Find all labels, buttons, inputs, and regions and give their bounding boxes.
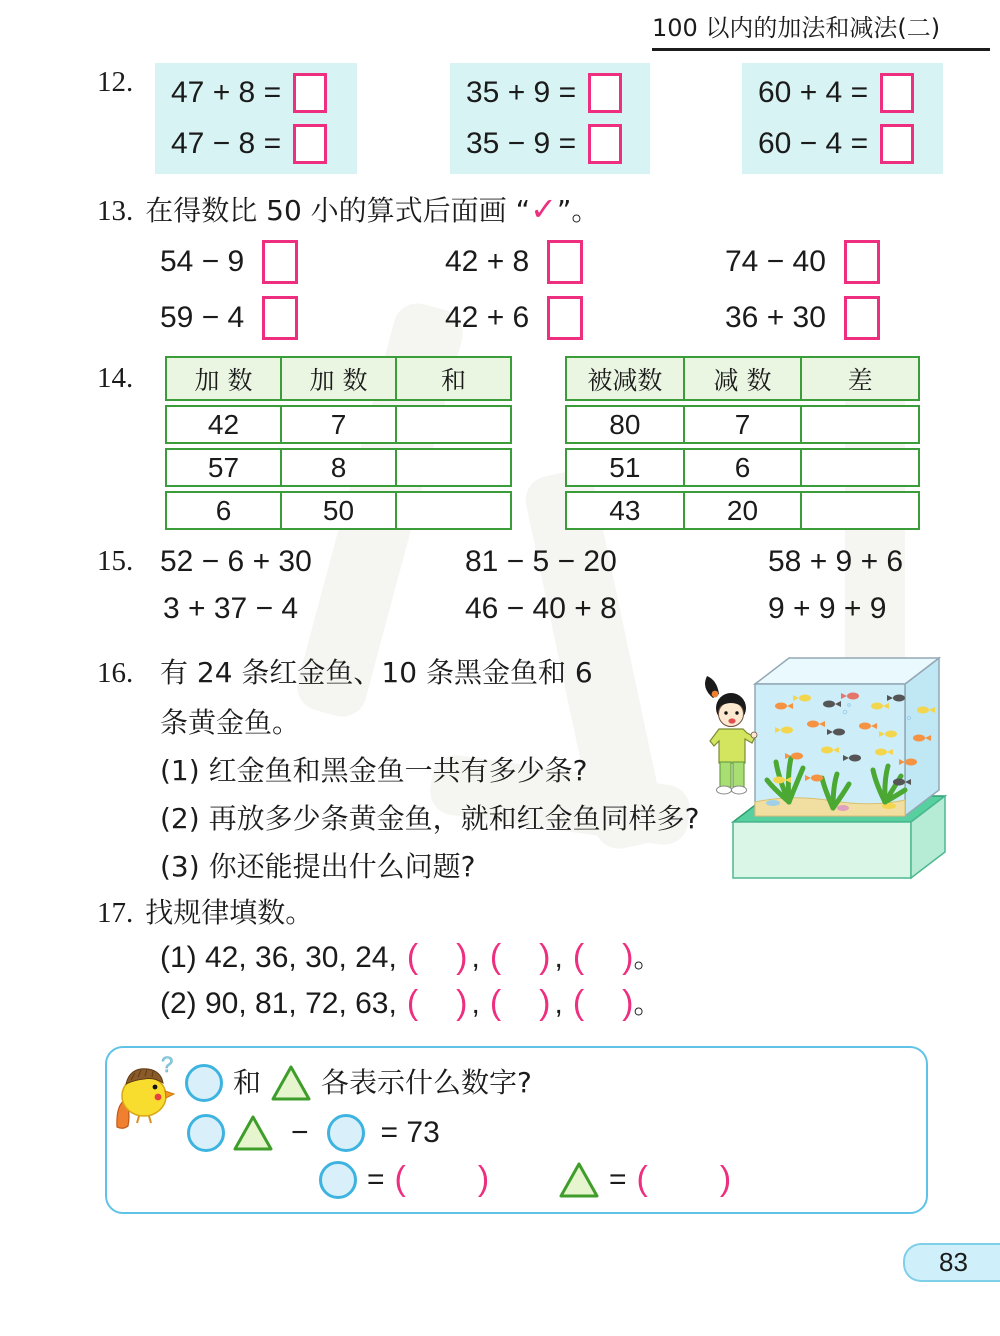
expression-text: 54 − 9 — [160, 245, 245, 278]
check-item — [160, 296, 298, 340]
comma: , — [471, 986, 480, 1020]
fill-blank[interactable] — [584, 953, 622, 963]
check-item — [445, 240, 583, 284]
fill-blank[interactable] — [658, 1175, 710, 1185]
check-box[interactable] — [262, 240, 298, 284]
table-cell: 7 — [280, 407, 395, 442]
expression-text: 59 − 4 — [160, 301, 245, 334]
answer-cell[interactable] — [800, 450, 918, 485]
answer-cell[interactable] — [395, 493, 510, 528]
problem-14-number: 14. — [97, 362, 134, 394]
problem-16-question: (1) 红金鱼和黑金鱼一共有多少条? — [160, 754, 588, 787]
equals-sign: = — [367, 1162, 385, 1196]
instruction-text: 找规律填数。 — [145, 896, 314, 929]
problem-12-panel-1 — [155, 63, 357, 174]
answer-cell[interactable] — [395, 407, 510, 442]
problem-16-question: (2) 再放多少条黄金鱼，就和红金鱼同样多? — [160, 802, 700, 835]
bonus-question-line — [185, 1064, 532, 1102]
problem-16-number: 16. — [97, 657, 134, 689]
expression-text: 42 + 8 — [445, 245, 530, 278]
problem-13-title — [97, 190, 599, 228]
expression-text: 58 + 9 + 6 — [768, 545, 904, 578]
chapter-header — [652, 8, 990, 51]
check-item — [445, 296, 583, 340]
table-row — [565, 405, 920, 444]
instruction-text: ”。 — [556, 194, 600, 227]
circle-symbol — [187, 1114, 225, 1152]
table-cell: 7 — [683, 407, 801, 442]
answer-box[interactable] — [588, 73, 622, 113]
check-item — [725, 296, 880, 340]
answer-box[interactable] — [293, 124, 327, 164]
table-row — [565, 491, 920, 530]
blank-paren-open: ( — [489, 984, 502, 1022]
equation-text: 60 − 4 = — [758, 126, 869, 160]
table-cell: 6 — [215, 494, 232, 526]
problem-12-panel-2 — [450, 63, 650, 174]
expression-text: 46 − 40 + 8 — [465, 592, 617, 625]
table-row — [165, 448, 512, 487]
equation-text: 47 + 8 = — [171, 76, 282, 110]
equals-sign: = — [609, 1162, 627, 1196]
problem-17-title — [97, 896, 313, 930]
fill-blank[interactable] — [418, 953, 456, 963]
column-header: 差 — [800, 358, 918, 399]
table-cell: 57 — [207, 451, 240, 483]
blank-paren-open: ( — [572, 984, 585, 1022]
column-header: 加 数 — [280, 358, 395, 399]
check-box[interactable] — [262, 296, 298, 340]
expression-text: 36 + 30 — [725, 301, 826, 334]
equation-text: 35 + 9 = — [466, 76, 577, 110]
table-row — [165, 491, 512, 530]
column-header: 和 — [395, 358, 510, 399]
answer-box[interactable] — [293, 73, 327, 113]
column-header: 减 数 — [683, 358, 801, 399]
fill-blank[interactable] — [501, 953, 539, 963]
equation-row — [171, 124, 357, 164]
blank-paren-open: ( — [636, 1160, 648, 1198]
bonus-puzzle-box — [105, 1046, 928, 1214]
expression-text: 9 + 9 + 9 — [768, 592, 887, 625]
check-box[interactable] — [844, 240, 880, 284]
blank-paren-close: ) — [456, 938, 468, 976]
triangle-answer-line — [559, 1160, 731, 1199]
period: 。 — [633, 940, 662, 974]
bonus-equation-line — [187, 1114, 440, 1152]
svg-text:?: ? — [161, 1054, 174, 1077]
comma: , — [554, 940, 563, 974]
blank-paren-open: ( — [394, 1160, 406, 1198]
fill-blank[interactable] — [501, 999, 539, 1009]
chick-mascot-icon — [111, 1054, 179, 1136]
answer-box[interactable] — [880, 73, 914, 113]
check-box[interactable] — [844, 296, 880, 340]
table-cell: 20 — [683, 493, 801, 528]
blank-paren-open: ( — [406, 938, 419, 976]
problem-16-text: 有 24 条红金鱼、10 条黑金鱼和 6 — [160, 656, 593, 689]
check-box[interactable] — [547, 296, 583, 340]
blank-paren-close: ) — [539, 984, 551, 1022]
problem-17-number: 17. — [97, 897, 134, 929]
blank-paren-close: ) — [539, 938, 551, 976]
page-number: 83 — [939, 1247, 968, 1277]
check-mark: ✓ — [530, 190, 557, 228]
blank-paren-close: ) — [456, 984, 468, 1022]
problem-16-question: (3) 你还能提出什么问题? — [160, 850, 476, 883]
answer-cell[interactable] — [800, 407, 918, 442]
subtraction-table — [565, 356, 920, 530]
table-row — [165, 405, 512, 444]
page-number-tab — [903, 1243, 1000, 1282]
girl-figure — [705, 676, 757, 794]
fill-blank[interactable] — [584, 999, 622, 1009]
check-item — [160, 240, 298, 284]
blank-paren-open: ( — [406, 984, 419, 1022]
bonus-question-text: 各表示什么数字? — [321, 1066, 532, 1100]
table-cell: 80 — [609, 408, 641, 440]
instruction-text: 在得数比 50 小的算式后面画 “ — [145, 194, 531, 227]
triangle-symbol — [233, 1114, 273, 1152]
sequence-numbers: (1) 42, 36, 30, 24, — [160, 940, 397, 974]
problem-15-number: 15. — [97, 545, 134, 577]
expression-text: 42 + 6 — [445, 301, 530, 334]
sequence-line-1 — [160, 938, 662, 977]
expression-text: 74 − 40 — [725, 245, 826, 278]
table-header-row — [565, 356, 920, 401]
minus-sign: − — [291, 1116, 309, 1149]
equation-text: 35 − 9 = — [466, 126, 577, 160]
problem-12-number: 12. — [97, 66, 134, 98]
fill-blank[interactable] — [418, 999, 456, 1009]
blank-paren-close: ) — [622, 938, 634, 976]
equation-row — [466, 124, 650, 164]
table-cell: 8 — [280, 450, 395, 485]
blank-paren-open: ( — [572, 938, 585, 976]
blank-paren-open: ( — [489, 938, 502, 976]
circle-symbol — [319, 1161, 357, 1199]
fish-tank-illustration — [693, 650, 955, 885]
sequence-numbers: (2) 90, 81, 72, 63, — [160, 986, 397, 1020]
answer-cell[interactable] — [800, 493, 918, 528]
table-row — [565, 448, 920, 487]
circle-symbol — [185, 1064, 223, 1102]
problem-12-panel-3 — [742, 63, 943, 174]
period: 。 — [633, 986, 662, 1020]
problem-13-number: 13. — [97, 195, 134, 227]
answer-box[interactable] — [880, 124, 914, 164]
addition-table — [165, 356, 512, 530]
check-box[interactable] — [547, 240, 583, 284]
comma: , — [471, 940, 480, 974]
problem-16-text: 条黄金鱼。 — [160, 706, 301, 739]
circle-answer-line — [319, 1160, 489, 1199]
table-cell: 42 — [207, 408, 240, 440]
chapter-title: 100 以内的加法和减法(二) — [652, 14, 941, 42]
answer-box[interactable] — [588, 124, 622, 164]
equation-result: = 73 — [380, 1116, 440, 1149]
equation-row — [466, 73, 650, 113]
triangle-symbol — [271, 1064, 311, 1102]
expression-text: 81 − 5 − 20 — [465, 545, 617, 578]
blank-paren-close: ) — [622, 984, 634, 1022]
table-header-row — [165, 356, 512, 401]
equation-row — [758, 73, 943, 113]
expression-text: 3 + 37 − 4 — [163, 592, 299, 625]
table-cell: 43 — [609, 494, 641, 526]
circle-symbol — [327, 1114, 365, 1152]
table-cell: 6 — [683, 450, 801, 485]
column-header: 被减数 — [587, 365, 663, 395]
table-cell: 50 — [280, 493, 395, 528]
answer-cell[interactable] — [395, 450, 510, 485]
expression-text: 52 − 6 + 30 — [160, 545, 312, 578]
equation-text: 60 + 4 = — [758, 76, 869, 110]
bonus-text-and: 和 — [233, 1066, 262, 1100]
equation-text: 47 − 8 = — [171, 126, 282, 160]
comma: , — [554, 986, 563, 1020]
triangle-symbol — [559, 1161, 599, 1199]
blank-paren-close: ) — [719, 1160, 732, 1198]
sequence-line-2 — [160, 984, 662, 1023]
equation-row — [758, 124, 943, 164]
check-item — [725, 240, 880, 284]
column-header: 加 数 — [194, 365, 253, 395]
table-cell: 51 — [609, 451, 641, 483]
blank-paren-close: ) — [477, 1160, 490, 1198]
equation-row — [171, 73, 357, 113]
fill-blank[interactable] — [416, 1175, 468, 1185]
